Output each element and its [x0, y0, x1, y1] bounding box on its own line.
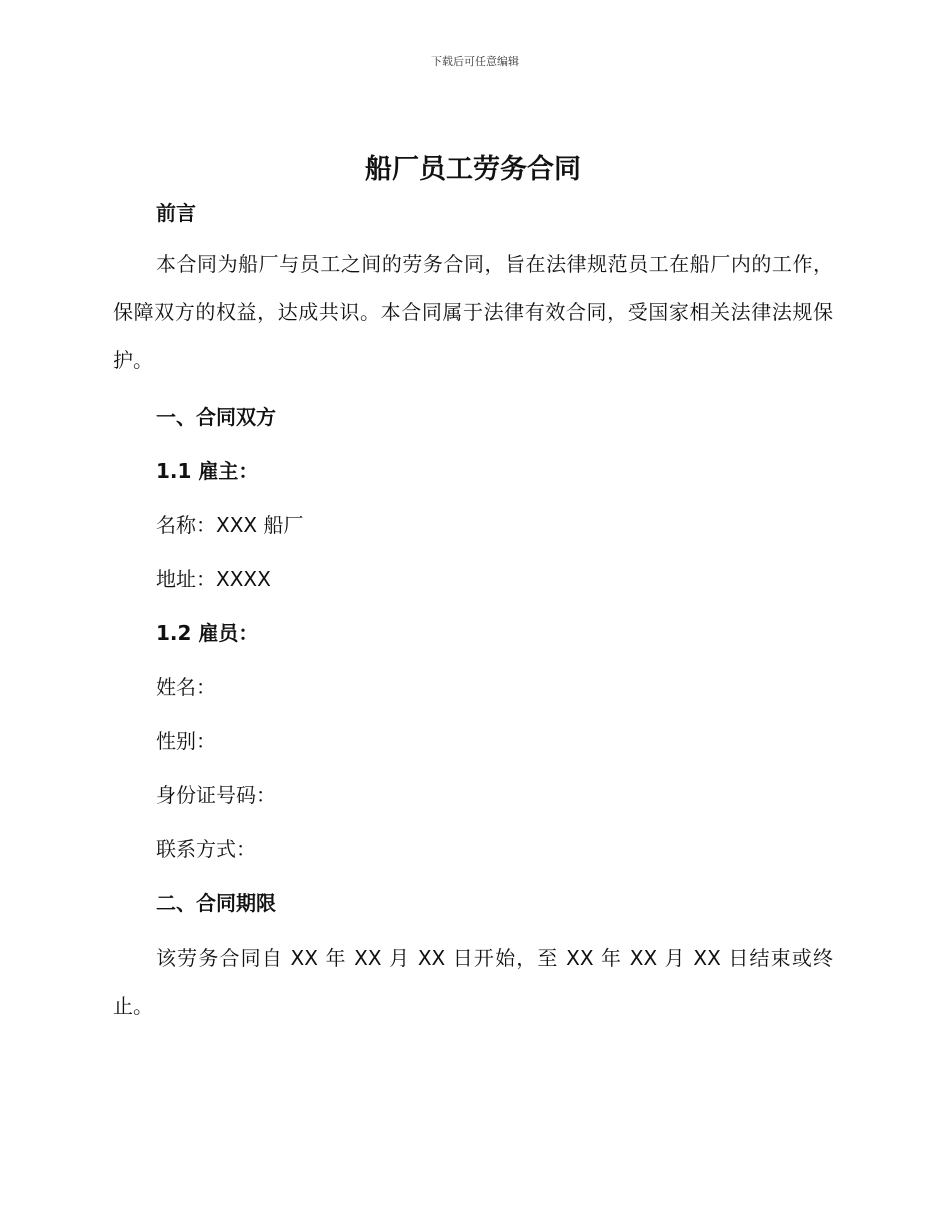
- header-note: 下载后可任意编辑: [431, 55, 519, 68]
- employer-name: 名称：XXX 船厂: [156, 513, 304, 537]
- employer-heading: 1.1 雇主：: [156, 459, 259, 483]
- employer-address: 地址：XXXX: [156, 567, 271, 591]
- document-body: [113, 148, 833, 1030]
- preface-body: 本合同为船厂与员工之间的劳务合同，旨在法律规范员工在船厂内的工作，保障双方的权益，达成共识。本合同属于法律有效合同，受国家相关法律法规保护。: [113, 252, 833, 372]
- employee-name: 姓名：: [156, 675, 216, 699]
- section1-heading: 一、合同双方: [156, 405, 276, 429]
- employee-heading: 1.2 雇员：: [156, 621, 259, 645]
- document-title: 船厂员工劳务合同: [365, 154, 581, 185]
- preface-heading: 前言: [156, 201, 196, 225]
- section2-body: 该劳务合同自 XX 年 XX 月 XX 日开始，至 XX 年 XX 月 XX 日结束或终止。: [113, 946, 833, 1018]
- section2-heading: 二、合同期限: [156, 891, 276, 915]
- employee-contact: 联系方式：: [156, 837, 256, 861]
- employee-id-number: 身份证号码：: [156, 783, 276, 807]
- employee-gender: 性别：: [156, 729, 216, 753]
